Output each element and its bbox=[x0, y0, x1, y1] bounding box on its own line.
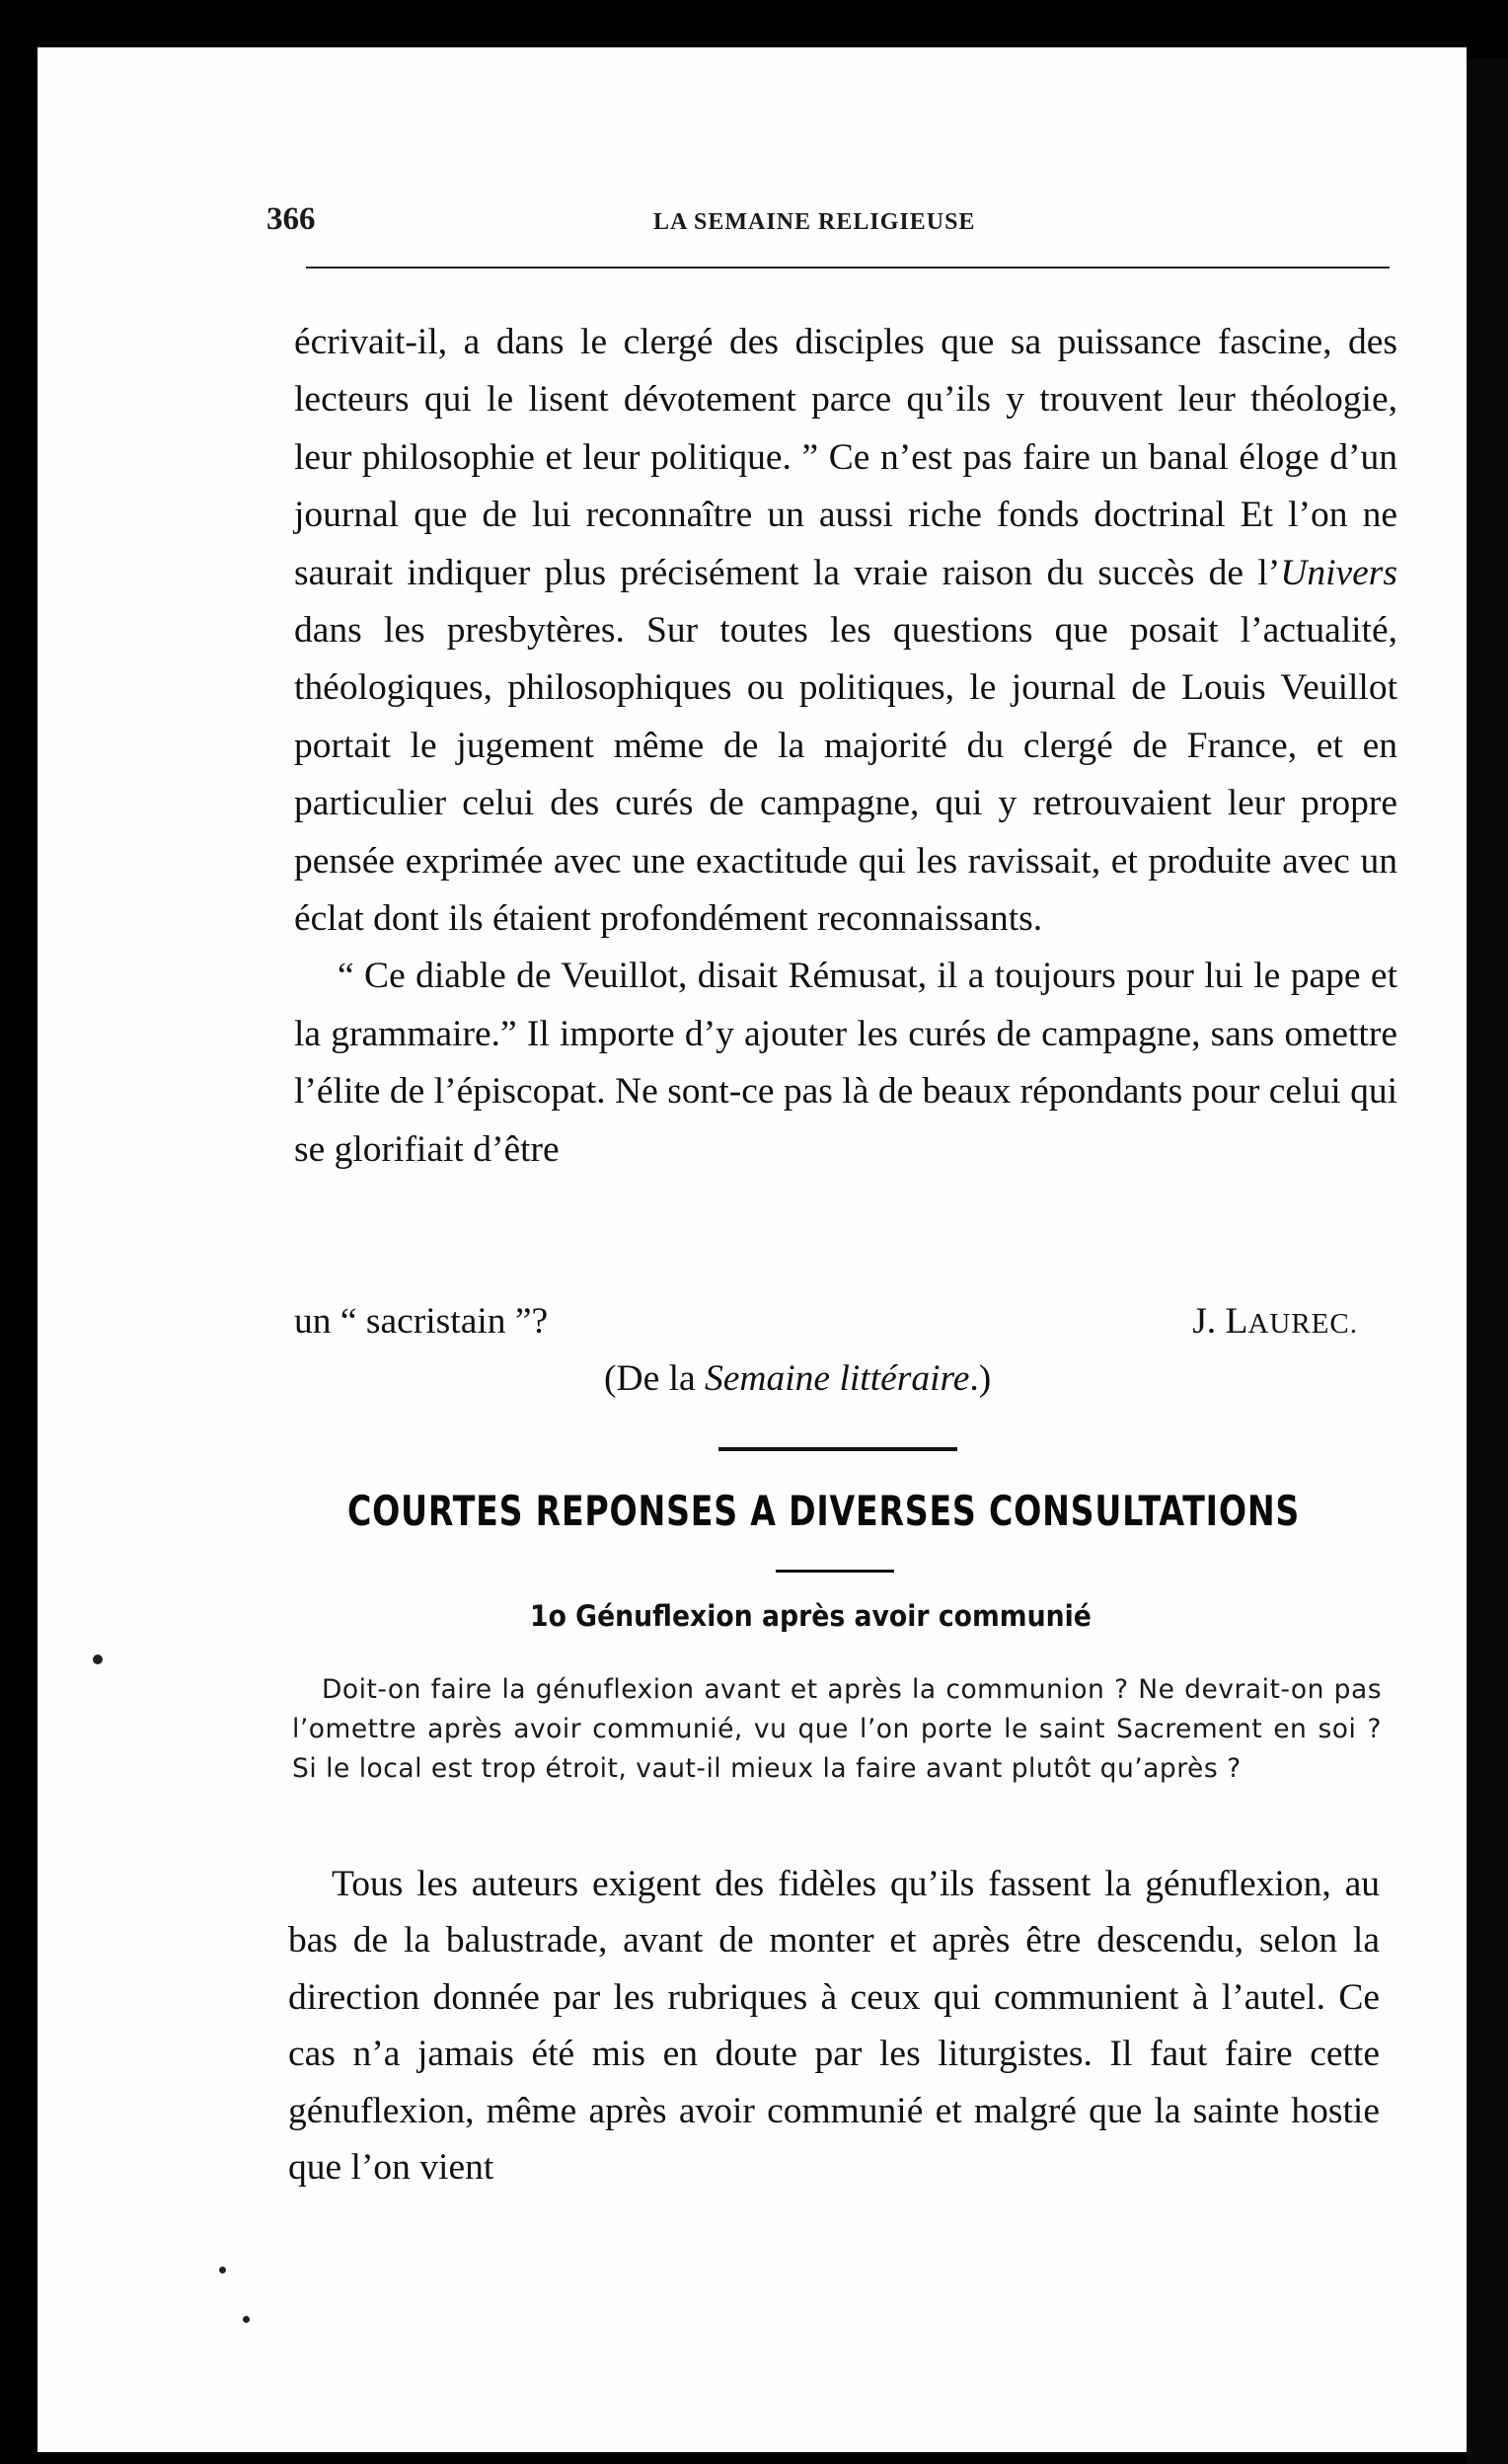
section-title: COURTES REPONSES A DIVERSES CONSULTATIONS bbox=[347, 1487, 1301, 1535]
question-text: Doit-on faire la génuflexion avant et après la communion ? Ne devrait-on pas l’omettre après avoir communié, vu que l’on porte le saint Sacrement en soi ? Si le local est trop étroit, vaut-il mieux la faire avant plutôt qu’après ? bbox=[292, 1674, 1382, 1784]
page-number: 366 bbox=[266, 201, 316, 237]
answer-text: Tous les auteurs exigent des fidèles qu’ils fassent la génuflexion, au bas de la balustrade, avant de monter et après être descendu, selon la direction donnée par les rubriques à ceux qui communient à l’autel. Ce cas n’a jamais été mis en doute par les liturgistes. Il faut faire cette génuflexion, même après avoir communié et malgré que la sainte hostie que l’on vient bbox=[288, 1864, 1380, 2189]
author-signature: J. LAUREC. bbox=[1192, 1301, 1358, 1342]
article-paragraph-1: écrivait-il, a dans le clergé des disciples que sa puissance fascine, des lecteurs qui le lisent dévotement parce qu’ils y trouvent leur théologie, leur philosophie et leur politique. ” Ce n’est pas faire un banal éloge d’un journal que de lui reconnaître un aussi riche fonds doctrinal Et l’on ne saurait indiquer plus précisément la vraie raison du succès de l’Univers dans les presbytères. Sur toutes les questions que posait l’actualité, théologiques, philosophiques ou politiques, le journal de Louis Veuillot portait le jugement même de la majorité du clergé de France, et en particulier celui des curés de campagne, qui y retrouvaient leur propre pensée exprimée avec une exactitude qui les ravissait, et produite avec un éclat dont ils étaient profondément reconnaissants. bbox=[294, 322, 1397, 940]
page-header bbox=[266, 201, 1390, 241]
source-citation: (De la Semaine littéraire.) bbox=[604, 1358, 992, 1399]
scan-speck bbox=[219, 2267, 226, 2273]
running-title: LA SEMAINE RELIGIEUSE bbox=[653, 209, 976, 235]
section-divider-rule bbox=[718, 1447, 957, 1451]
article-body bbox=[294, 314, 1397, 1179]
subheading: 1o Génuflexion après avoir communié bbox=[530, 1599, 1092, 1633]
scan-speck bbox=[243, 2316, 250, 2323]
article-paragraph-2: “ Ce diable de Veuillot, disait Rémusat, il a toujours pour lui le pape et la grammaire.” Il importe d’y ajouter les curés de campagne, sans omettre l’élite de l’épiscopat. Ne sont-ce pas là de beaux répondants pour celui qui se glorifiait d’être bbox=[294, 956, 1397, 1170]
univers-title: Univers bbox=[1280, 552, 1397, 593]
closing-line bbox=[294, 1293, 1358, 1350]
page-edge-shadow bbox=[1467, 59, 1508, 2464]
header-rule bbox=[306, 267, 1390, 269]
title-underline-rule bbox=[776, 1570, 894, 1573]
closing-text: un “ sacristain ”? bbox=[294, 1301, 549, 1342]
scan-speck bbox=[93, 1655, 103, 1664]
